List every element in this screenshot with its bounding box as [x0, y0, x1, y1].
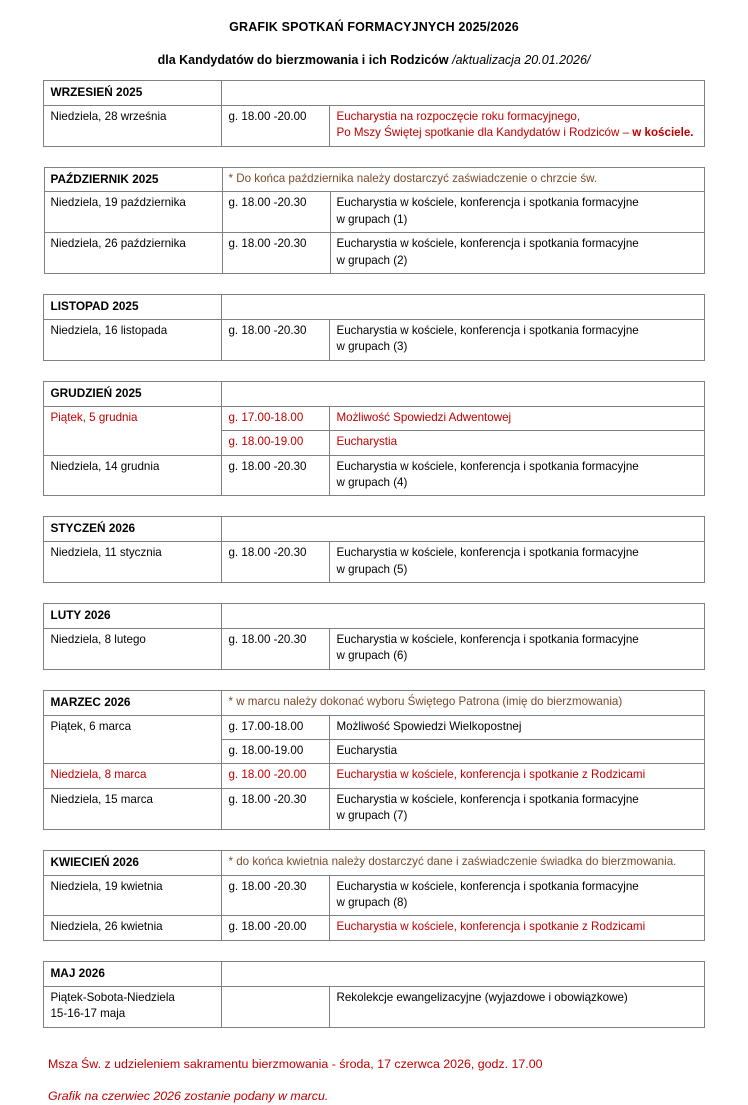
row-date — [44, 788, 222, 829]
row-time — [222, 986, 330, 1027]
subtitle-update-note: /aktualizacja 20.01.2026/ — [452, 53, 591, 67]
row-description — [330, 628, 704, 669]
month-header-row — [44, 961, 704, 986]
schedule-row — [44, 916, 704, 940]
title-table-spacer — [0, 68, 748, 80]
row-time-text: g. 18.00 -20.30 — [228, 323, 307, 337]
month-note: * do końca kwietnia należy dostarczyć dane i zaświadczenie świadka do bierzmowania. — [222, 850, 704, 875]
month-spacer — [0, 496, 748, 516]
schedule-row — [44, 406, 704, 430]
row-time-text: g. 18.00 -20.30 — [228, 237, 307, 251]
row-description-line1: Eucharystia w kościele, konferencja i spotkanie z Rodzicami — [336, 768, 646, 782]
month-spacer — [0, 274, 748, 294]
page-subtitle — [0, 35, 748, 68]
month-spacer — [0, 941, 748, 961]
row-description-line1: Eucharystia w kościele, konferencja i spotkanie z Rodzicami — [336, 920, 646, 934]
row-date — [44, 986, 222, 1027]
row-description-line1: Rekolekcje ewangelizacyjne (wyjazdowe i obowiązkowe) — [336, 990, 628, 1004]
schedule-row — [44, 788, 704, 829]
row-date-line1: Niedziela, 8 lutego — [50, 632, 146, 646]
row-date — [44, 542, 222, 583]
row-time — [222, 233, 330, 274]
row-date-line1: Niedziela, 14 grudnia — [50, 459, 160, 473]
row-description: Możliwość Spowiedzi Wielkopostnej — [330, 715, 704, 739]
row-date — [44, 764, 222, 788]
row-description-line1: Eucharystia w kościele, konferencja i spotkania formacyjne — [336, 323, 639, 337]
month-header-empty — [222, 604, 704, 629]
row-time — [222, 628, 330, 669]
row-date — [44, 875, 222, 916]
row-description — [330, 455, 704, 496]
row-time-text: g. 18.00 -20.30 — [228, 196, 307, 210]
month-name: GRUDZIEŃ 2025 — [44, 381, 222, 406]
row-date — [44, 192, 222, 233]
row-description-line1: Eucharystia w kościele, konferencja i spotkania formacyjne — [336, 196, 639, 210]
row-description — [330, 875, 704, 916]
row-description — [330, 233, 704, 274]
row-date — [44, 105, 222, 146]
month-spacer — [0, 670, 748, 690]
row-description-line1: Eucharystia w kościele, konferencja i spotkania formacyjne — [336, 632, 639, 646]
row-time-text: g. 18.00 -20.00 — [228, 109, 307, 123]
row-date — [44, 319, 222, 360]
row-description-line2: w grupach (5) — [336, 562, 408, 576]
row-time: g. 17.00-18.00 — [222, 406, 330, 430]
row-description-line1: Eucharystia na rozpoczęcie roku formacyjnego, — [336, 109, 581, 123]
row-description: Eucharystia — [330, 431, 704, 455]
row-description-line2: w grupach (4) — [336, 475, 408, 489]
row-date-line1: Niedziela, 26 kwietnia — [50, 920, 163, 934]
row-description-line2: w grupach (3) — [336, 340, 408, 354]
row-date — [44, 233, 222, 274]
row-time — [222, 788, 330, 829]
row-description: Możliwość Spowiedzi Adwentowej — [330, 406, 704, 430]
schedule-row — [44, 628, 704, 669]
row-description-line1: Eucharystia w kościele, konferencja i spotkania formacyjne — [336, 792, 639, 806]
schedule-row — [44, 875, 704, 916]
row-description — [330, 788, 704, 829]
month-name: PAŹDZIERNIK 2025 — [44, 167, 222, 192]
month-spacer — [0, 361, 748, 381]
month-header-row — [44, 604, 704, 629]
row-description: Eucharystia — [330, 739, 704, 763]
month-spacer — [0, 583, 748, 603]
row-date-line1: Niedziela, 8 marca — [50, 768, 147, 782]
month-header-row — [44, 850, 704, 875]
month-header-row — [44, 295, 704, 320]
month-spacer — [0, 830, 748, 850]
month-header-row — [44, 81, 704, 106]
row-description-line1: Eucharystia w kościele, konferencja i spotkania formacyjne — [336, 879, 639, 893]
row-description — [330, 542, 704, 583]
row-description-line1: Eucharystia w kościele, konferencja i spotkania formacyjne — [336, 237, 639, 251]
month-table — [43, 516, 704, 583]
row-date-line1: Niedziela, 26 października — [50, 237, 186, 251]
subtitle-bold-text: dla Kandydatów do bierzmowania i ich Rodziców — [157, 53, 449, 67]
row-time: g. 17.00-18.00 — [222, 715, 330, 739]
month-table — [43, 80, 704, 147]
month-header-empty — [222, 81, 704, 106]
row-description — [330, 986, 704, 1027]
row-date: Piątek, 6 marca — [44, 715, 222, 764]
footer-confirmation-mass: Msza Św. z udzieleniem sakramentu bierzmowania - środa, 17 czerwca 2026, godz. 17.00 — [48, 1056, 543, 1071]
month-table — [43, 961, 704, 1028]
month-table — [43, 381, 704, 497]
row-date — [44, 455, 222, 496]
schedule-row — [44, 105, 704, 146]
schedule-row — [44, 192, 704, 233]
month-table — [43, 690, 704, 830]
row-description — [330, 916, 704, 940]
row-date-line1: Niedziela, 28 września — [50, 109, 167, 123]
month-name: MAJ 2026 — [44, 961, 222, 986]
row-date-line1: Niedziela, 11 stycznia — [50, 546, 162, 560]
row-time-text: g. 18.00 -20.00 — [228, 920, 307, 934]
month-name: LISTOPAD 2025 — [44, 295, 222, 320]
row-description-line2: Po Mszy Świętej spotkanie dla Kandydatów i Rodziców – — [336, 126, 633, 140]
row-description-line1: Eucharystia w kościele, konferencja i spotkania formacyjne — [336, 546, 639, 560]
row-date-line1: Piątek-Sobota-Niedziela — [50, 990, 175, 1004]
schedule-row — [44, 764, 704, 788]
schedule-row — [44, 715, 704, 739]
row-description-line1: Eucharystia w kościele, konferencja i spotkania formacyjne — [336, 459, 639, 473]
row-description-line2: w grupach (6) — [336, 649, 408, 663]
month-table — [43, 603, 704, 670]
row-time — [222, 764, 330, 788]
month-header-empty — [222, 295, 704, 320]
row-time-text: g. 18.00 -20.30 — [228, 459, 307, 473]
month-header-row — [44, 167, 704, 192]
row-date-line1: Niedziela, 19 października — [50, 196, 186, 210]
schedule-row — [44, 986, 704, 1027]
month-spacer — [0, 147, 748, 167]
row-description-line2: w grupach (8) — [336, 895, 408, 909]
month-note: * w marcu należy dokonać wyboru Świętego Patrona (imię do bierzmowania) — [222, 690, 704, 715]
row-date — [44, 628, 222, 669]
page-title: GRAFIK SPOTKAŃ FORMACYJNYCH 2025/2026 — [229, 20, 519, 34]
row-time — [222, 916, 330, 940]
row-time-text: g. 18.00 -20.30 — [228, 632, 307, 646]
footer-section — [44, 1028, 704, 1105]
month-header-empty — [222, 517, 704, 542]
month-table — [43, 850, 704, 941]
schedule-row — [44, 319, 704, 360]
row-description-line2: w grupach (1) — [336, 212, 408, 226]
row-description-emphasis: w kościele. — [632, 126, 694, 140]
month-table — [43, 294, 704, 361]
row-description — [330, 105, 704, 146]
row-date-line1: Niedziela, 19 kwietnia — [50, 879, 163, 893]
row-description — [330, 192, 704, 233]
row-date: Piątek, 5 grudnia — [44, 406, 222, 455]
row-time-text: g. 18.00 -20.30 — [228, 792, 307, 806]
row-time — [222, 875, 330, 916]
month-header-row — [44, 690, 704, 715]
row-time — [222, 319, 330, 360]
row-description — [330, 319, 704, 360]
row-time-text: g. 18.00 -20.00 — [228, 768, 307, 782]
schedule-tables — [0, 80, 748, 1028]
month-name: STYCZEŃ 2026 — [44, 517, 222, 542]
row-time-text: g. 18.00 -20.30 — [228, 879, 307, 893]
row-time-text: g. 18.00 -20.30 — [228, 546, 307, 560]
row-time: g. 18.00-19.00 — [222, 431, 330, 455]
row-description-line2: w grupach (7) — [336, 809, 408, 823]
month-table — [44, 167, 705, 275]
row-description — [330, 764, 704, 788]
row-date-line2: 15-16-17 maja — [50, 1007, 126, 1021]
schedule-row — [44, 233, 704, 274]
row-time — [222, 105, 330, 146]
row-time — [222, 455, 330, 496]
month-name: WRZESIEŃ 2025 — [44, 81, 222, 106]
month-header-empty — [222, 961, 704, 986]
schedule-row — [44, 542, 704, 583]
month-name: MARZEC 2026 — [44, 690, 222, 715]
month-header-row — [44, 381, 704, 406]
row-date — [44, 916, 222, 940]
month-name: KWIECIEŃ 2026 — [44, 850, 222, 875]
row-time — [222, 542, 330, 583]
row-date-line1: Niedziela, 16 listopada — [50, 323, 168, 337]
month-header-row — [44, 517, 704, 542]
footer-june-note: Grafik na czerwiec 2026 zostanie podany w marcu. — [48, 1089, 329, 1104]
month-note: * Do końca października należy dostarczyć zaświadczenie o chrzcie św. — [222, 167, 704, 192]
row-time: g. 18.00-19.00 — [222, 739, 330, 763]
row-date-line1: Niedziela, 15 marca — [50, 792, 153, 806]
row-description-line2: w grupach (2) — [336, 253, 408, 267]
month-header-empty — [222, 381, 704, 406]
schedule-row — [44, 455, 704, 496]
month-name: LUTY 2026 — [44, 604, 222, 629]
row-time — [222, 192, 330, 233]
